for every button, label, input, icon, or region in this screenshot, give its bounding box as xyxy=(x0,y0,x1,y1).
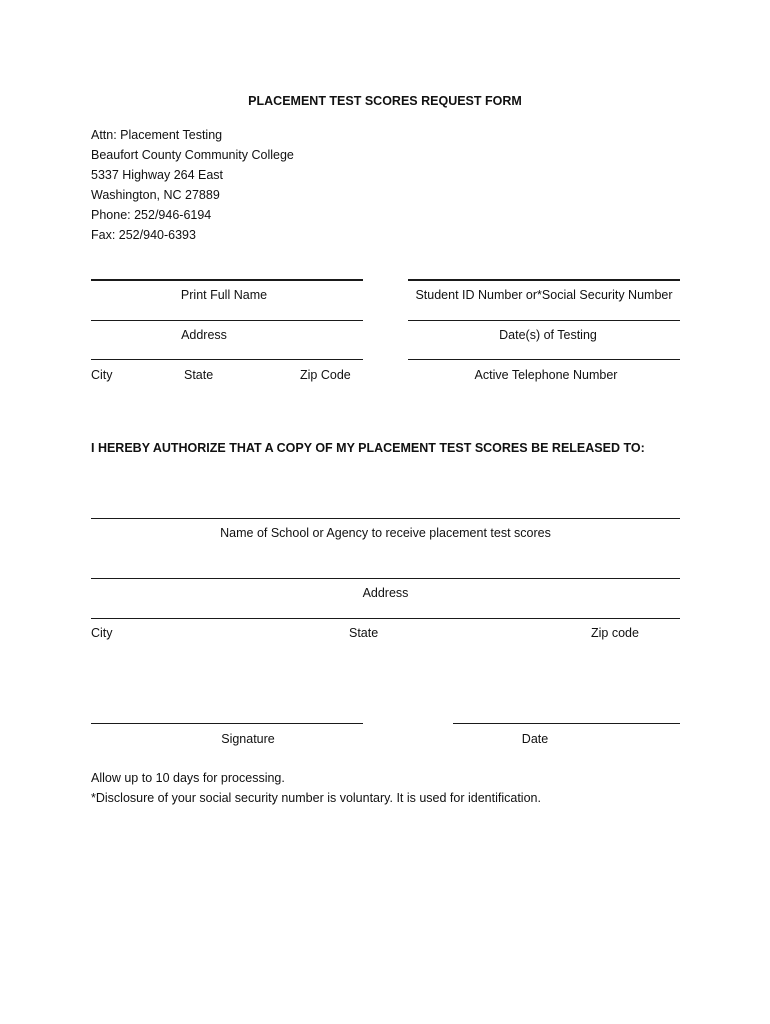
full-name-label: Print Full Name xyxy=(180,288,268,302)
address-line-phone: Phone: 252/946-6194 xyxy=(91,208,212,222)
city-state-zip-field-line[interactable] xyxy=(91,359,363,360)
student-state-label: State xyxy=(184,368,214,382)
address-line-fax: Fax: 252/940-6393 xyxy=(91,228,196,242)
address-line-attn: Attn: Placement Testing xyxy=(91,128,223,142)
recipient-state-label: State xyxy=(349,626,379,640)
signature-label: Signature xyxy=(221,732,275,746)
address-line-city: Washington, NC 27889 xyxy=(91,188,220,202)
student-city-label: City xyxy=(91,368,113,382)
authorization-statement: I HEREBY AUTHORIZE THAT A COPY OF MY PLACEMENT TEST SCORES BE RELEASED TO: xyxy=(91,441,645,455)
processing-note: Allow up to 10 days for processing. xyxy=(91,771,285,785)
testing-dates-label: Date(s) of Testing xyxy=(499,328,597,342)
signature-field-line[interactable] xyxy=(91,723,363,724)
student-id-label: Student ID Number or*Social Security Number xyxy=(415,288,673,302)
full-name-field-line[interactable] xyxy=(91,279,363,281)
address-line-college: Beaufort County Community College xyxy=(91,148,294,162)
address-line-street: 5337 Highway 264 East xyxy=(91,168,224,182)
recipient-city-label: City xyxy=(91,626,113,640)
recipient-zip-label: Zip code xyxy=(591,626,639,640)
student-zip-label: Zip Code xyxy=(300,368,351,382)
student-address-label: Address xyxy=(181,328,227,342)
date-label: Date xyxy=(521,732,549,746)
address-field-line[interactable] xyxy=(91,320,363,321)
school-name-label: Name of School or Agency to receive placement test scores xyxy=(220,526,551,540)
recipient-address-label: Address xyxy=(362,586,409,600)
form-title: PLACEMENT TEST SCORES REQUEST FORM xyxy=(248,94,522,108)
date-field-line[interactable] xyxy=(453,723,680,724)
ssn-disclosure-note: *Disclosure of your social security number is voluntary. It is used for identification. xyxy=(91,791,541,805)
testing-dates-field-line[interactable] xyxy=(408,320,680,321)
school-name-field-line[interactable] xyxy=(91,518,680,519)
telephone-field-line[interactable] xyxy=(408,359,680,360)
student-id-field-line[interactable] xyxy=(408,279,680,281)
recipient-city-state-zip-field-line[interactable] xyxy=(91,618,680,619)
telephone-label: Active Telephone Number xyxy=(474,368,618,382)
recipient-address-field-line[interactable] xyxy=(91,578,680,579)
